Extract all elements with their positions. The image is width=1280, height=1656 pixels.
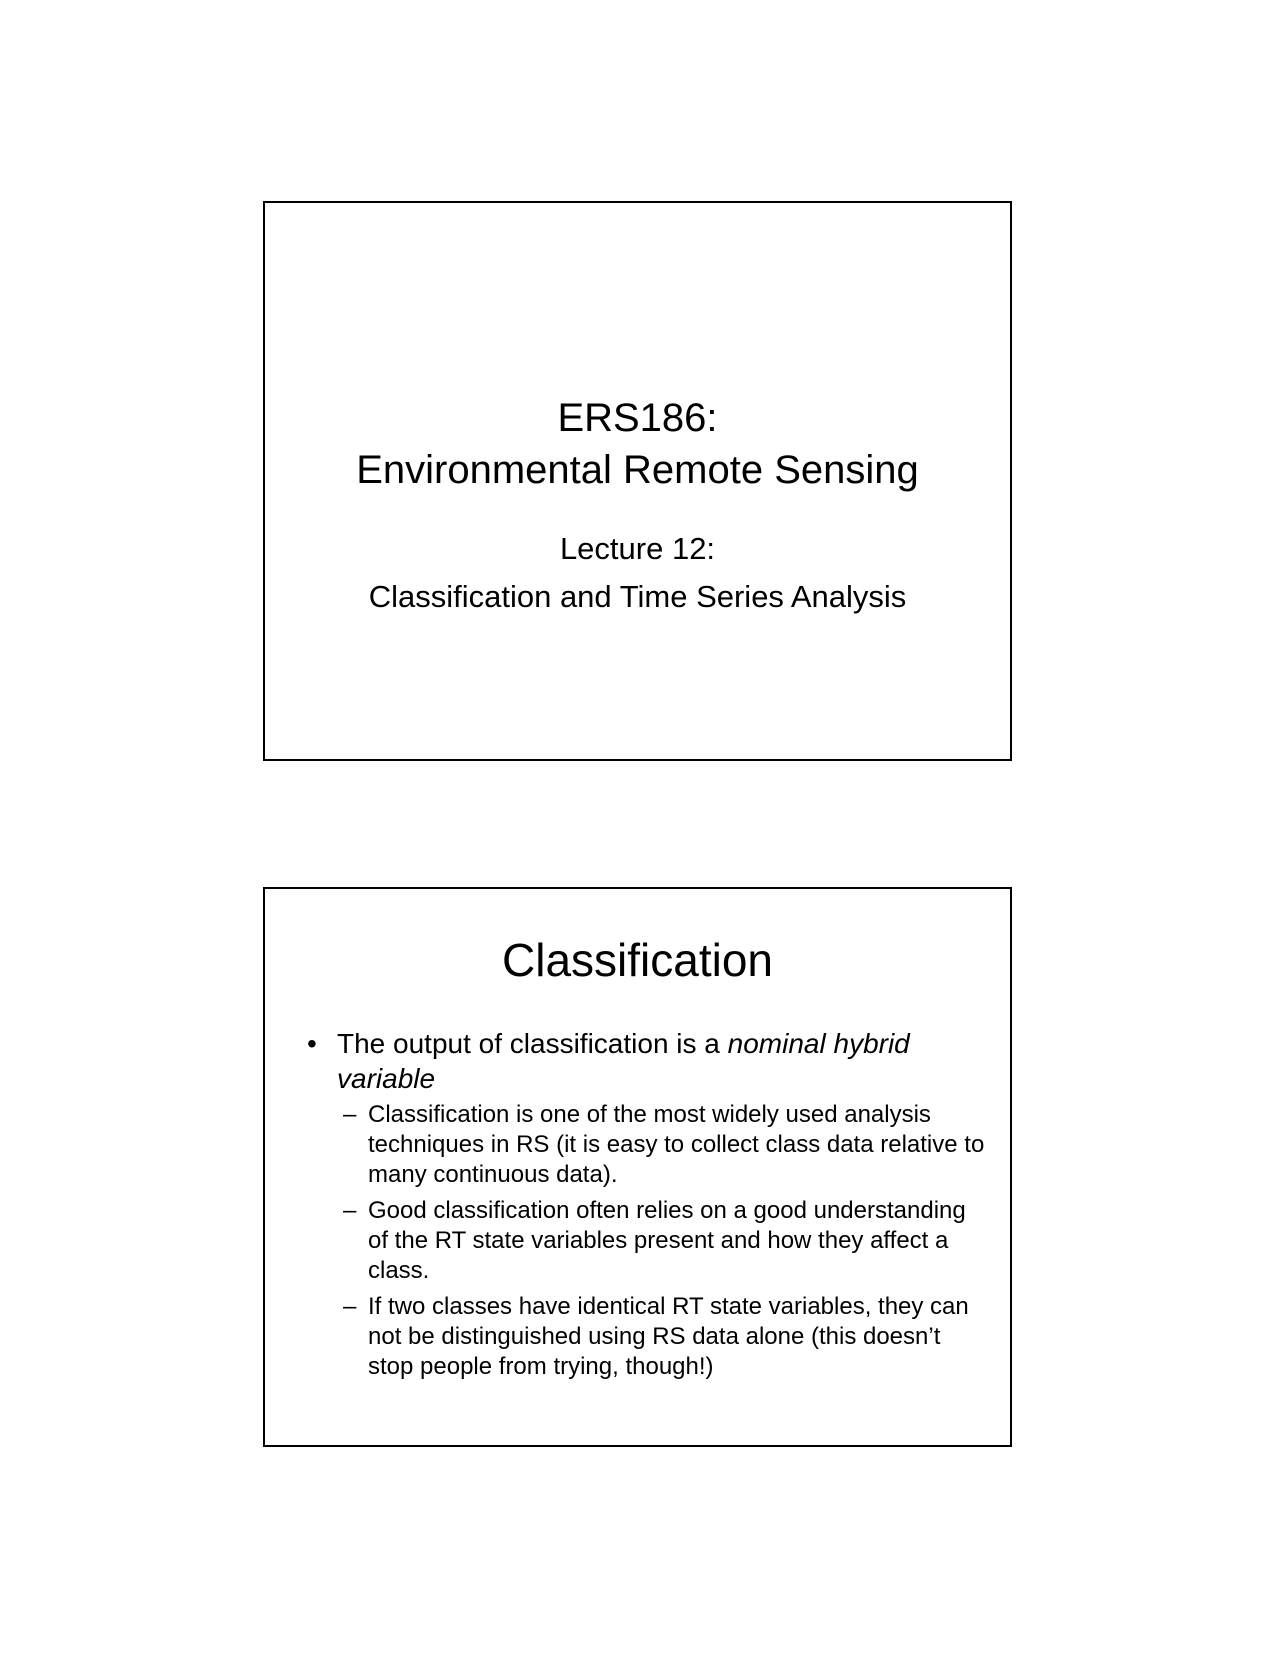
sub-bullet xyxy=(343,1196,988,1286)
dash-marker: – xyxy=(343,1197,357,1224)
course-code: ERS186: xyxy=(557,396,718,440)
sub-bullet-text: Good classification often relies on a good understanding of the RT state variables present and how they affect a class. xyxy=(368,1197,966,1284)
slide-classification xyxy=(263,887,1012,1447)
dash-marker: – xyxy=(343,1293,357,1320)
sub-bullet-list xyxy=(343,1100,988,1388)
bullet-emphasis: nominal hybrid variable xyxy=(337,1028,910,1094)
bullet-marker: • xyxy=(307,1028,317,1059)
lecture-block xyxy=(265,525,1010,621)
sub-bullet-text: If two classes have identical RT state variables, they can not be distinguished using RS data alone (this doesn’t stop people from trying, though!) xyxy=(368,1293,969,1380)
sub-bullet xyxy=(343,1100,988,1190)
slide-title: Classification xyxy=(502,934,773,986)
main-bullet xyxy=(307,1026,977,1096)
lecture-topic: Classification and Time Series Analysis xyxy=(368,579,907,614)
sub-bullet xyxy=(343,1292,988,1382)
course-name: Environmental Remote Sensing xyxy=(356,448,919,492)
title-block xyxy=(265,392,1010,496)
dash-marker: – xyxy=(343,1101,357,1128)
sub-bullet-text: Classification is one of the most widely used analysis techniques in RS (it is easy to collect class data relative to many continuous data). xyxy=(368,1101,985,1188)
lecture-number: Lecture 12: xyxy=(559,531,716,566)
bullet-text: The output of classification is a xyxy=(337,1028,728,1059)
slide-title-page xyxy=(263,201,1012,761)
